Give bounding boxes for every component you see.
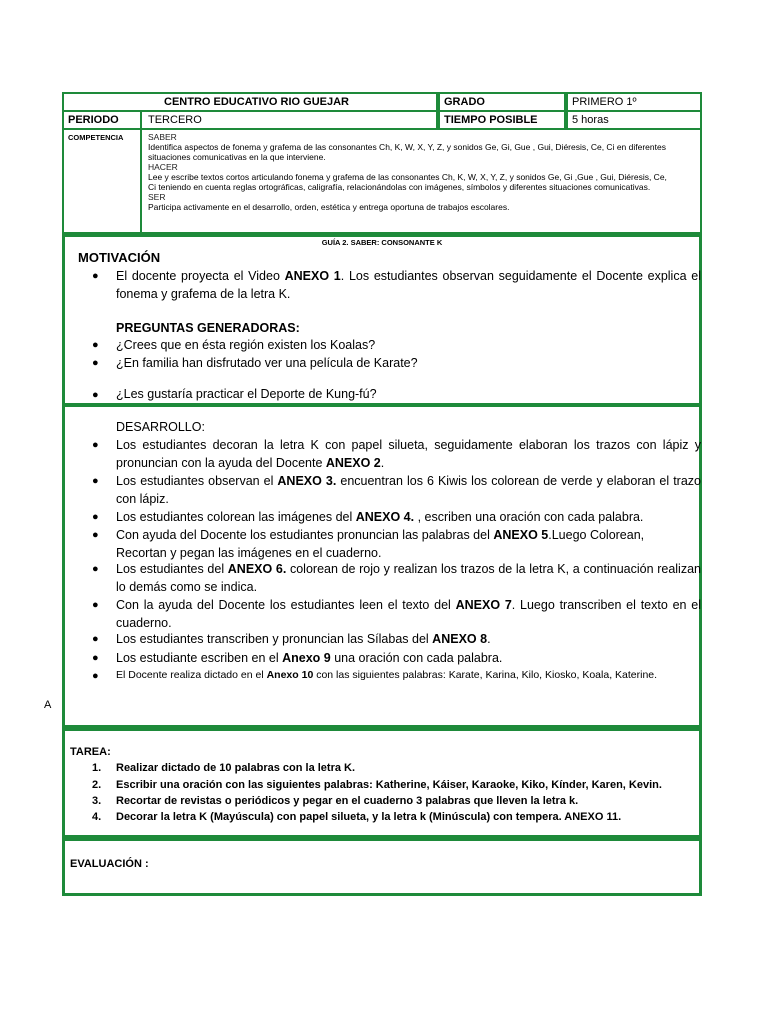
development-item-4: Con ayuda del Docente los estudiantes pronuncian las palabras del ANEXO 5.Luego Colorean, Recortan y pegan las imágenes en el cuaderno. <box>116 528 645 560</box>
hacer-text: Lee y escribe textos cortos articulando fonema y grafema de las consonantes Ch, K, W, X, Y, Z, y sonidos Ge, Gi ,Gue , Gui, Diéresis, Ce, <box>148 172 667 182</box>
grade-value: PRIMERO 1º <box>572 96 637 108</box>
bullet-icon: ● <box>92 339 99 351</box>
question-1: ¿Crees que en ésta región existen los Koalas? <box>116 338 376 352</box>
grade-value-cell <box>566 92 702 112</box>
homework-number-1: 1. <box>92 762 102 774</box>
motivation-section <box>62 234 702 406</box>
school-name: CENTRO EDUCATIVO RIO GUEJAR <box>164 96 349 108</box>
development-heading: DESARROLLO: <box>116 420 205 434</box>
development-item-3: Los estudiantes colorean las imágenes del ANEXO 4. , escriben una oración con cada palabra. <box>116 510 644 524</box>
time-label: TIEMPO POSIBLE <box>444 114 538 126</box>
guide-title: GUÍA 2. SABER: CONSONANTE K <box>321 238 443 247</box>
homework-item-4: Decorar la letra K (Mayúscula) con papel silueta, y la letra k (Minúscula) con tempera. ANEXO 11. <box>116 811 622 823</box>
bullet-icon: ● <box>92 652 99 664</box>
competence-label-cell <box>62 128 142 234</box>
evaluation-section <box>62 838 702 896</box>
development-item-1: Los estudiantes decoran la letra K con papel silueta, seguidamente elaboran los trazos con lápiz y pronuncian con la ayuda del Docente ANEXO 2. <box>116 438 701 470</box>
grade-label-cell <box>438 92 566 112</box>
bullet-icon: ● <box>92 633 99 645</box>
period-label: PERIODO <box>68 114 119 126</box>
homework-number-3: 3. <box>92 795 102 807</box>
homework-number-4: 4. <box>92 811 102 823</box>
competence-text-cell <box>140 128 702 234</box>
homework-item-3: Recortar de revistas o periódicos y pegar en el cuaderno 3 palabras que lleven la letra k. <box>116 795 579 807</box>
development-item-8: Los estudiante escriben en el Anexo 9 una oración con cada palabra. <box>116 651 503 665</box>
saber-text-cont: situaciones comunicativas en la que interviene. <box>148 152 326 162</box>
motivation-heading: MOTIVACIÓN <box>78 250 161 265</box>
development-item-5: Los estudiantes del ANEXO 6. colorean de rojo y realizan los trazos de la letra K, a continuación realizan lo demás como se indica. <box>116 562 701 594</box>
period-label-cell <box>62 110 142 130</box>
question-3: ¿Les gustaría practicar el Deporte de Kung-fú? <box>116 387 377 401</box>
development-item-7: Los estudiantes transcriben y pronuncian las Sílabas del ANEXO 8. <box>116 632 491 646</box>
time-label-cell <box>438 110 566 130</box>
development-item-9: El Docente realiza dictado en el Anexo 10 con las siguientes palabras: Karate, Karina, Kilo, Kiosko, Koala, Katerine. <box>116 669 658 681</box>
bullet-icon: ● <box>92 389 99 401</box>
homework-item-2: Escribir una oración con las siguientes palabras: Katherine, Káiser, Karaoke, Kiko, Kínder, Karen, Kevin. <box>116 779 662 791</box>
evaluation-inner-border <box>64 840 700 894</box>
bullet-icon: ● <box>92 439 99 451</box>
development-section <box>62 404 702 728</box>
homework-number-2: 2. <box>92 779 102 791</box>
bullet-icon: ● <box>92 670 99 682</box>
evaluation-heading: EVALUACIÓN : <box>70 858 149 870</box>
school-cell <box>62 92 438 112</box>
development-item-6: Con la ayuda del Docente los estudiantes leen el texto del ANEXO 7. Luego transcriben el texto en el cuaderno. <box>116 598 701 630</box>
saber-label: SABER <box>148 132 177 142</box>
homework-section <box>62 728 702 838</box>
hacer-text-cont: Ci teniendo en cuenta reglas ortográficas, caligrafía, relacionándolas con imágenes, símbolos y diferentes situaciones comunicativas. <box>148 182 651 192</box>
bullet-icon: ● <box>92 563 99 575</box>
time-value: 5 horas <box>572 114 609 126</box>
development-item-2: Los estudiantes observan el ANEXO 3. encuentran los 6 Kiwis los colorean de verde y elaboran el trazo con lápiz. <box>116 474 701 506</box>
bullet-icon: ● <box>92 270 99 282</box>
time-value-cell <box>566 110 702 130</box>
hacer-label: HACER <box>148 162 178 172</box>
saber-text: Identifica aspectos de fonema y grafema de las consonantes Ch, K, W, X, Y, Z, y sonidos Ge, Gi, Gue , Gui, Diéresis, Ce, Ci en diferentes <box>148 142 666 152</box>
bullet-icon: ● <box>92 511 99 523</box>
homework-item-1: Realizar dictado de 10 palabras con la letra K. <box>116 762 356 774</box>
period-value: TERCERO <box>148 114 202 126</box>
ser-text: Participa activamente en el desarrollo, orden, estética y entrega oportuna de trabajos escolares. <box>148 202 510 212</box>
grade-label: GRADO <box>444 96 485 108</box>
margin-letter: A <box>44 699 52 711</box>
homework-heading: TAREA: <box>70 746 111 758</box>
competence-label: COMPETENCIA <box>68 133 124 142</box>
bullet-icon: ● <box>92 357 99 369</box>
bullet-icon: ● <box>92 529 99 541</box>
period-value-cell <box>140 110 438 130</box>
bullet-icon: ● <box>92 599 99 611</box>
motivation-item-1: El docente proyecta el Video ANEXO 1. Los estudiantes observan seguidamente el Docente explica el fonema y grafema de la letra K. <box>116 269 701 301</box>
question-2: ¿En familia han disfrutado ver una película de Karate? <box>116 356 418 370</box>
ser-label: SER <box>148 192 166 202</box>
bullet-icon: ● <box>92 475 99 487</box>
questions-heading: PREGUNTAS GENERADORAS: <box>116 321 300 335</box>
